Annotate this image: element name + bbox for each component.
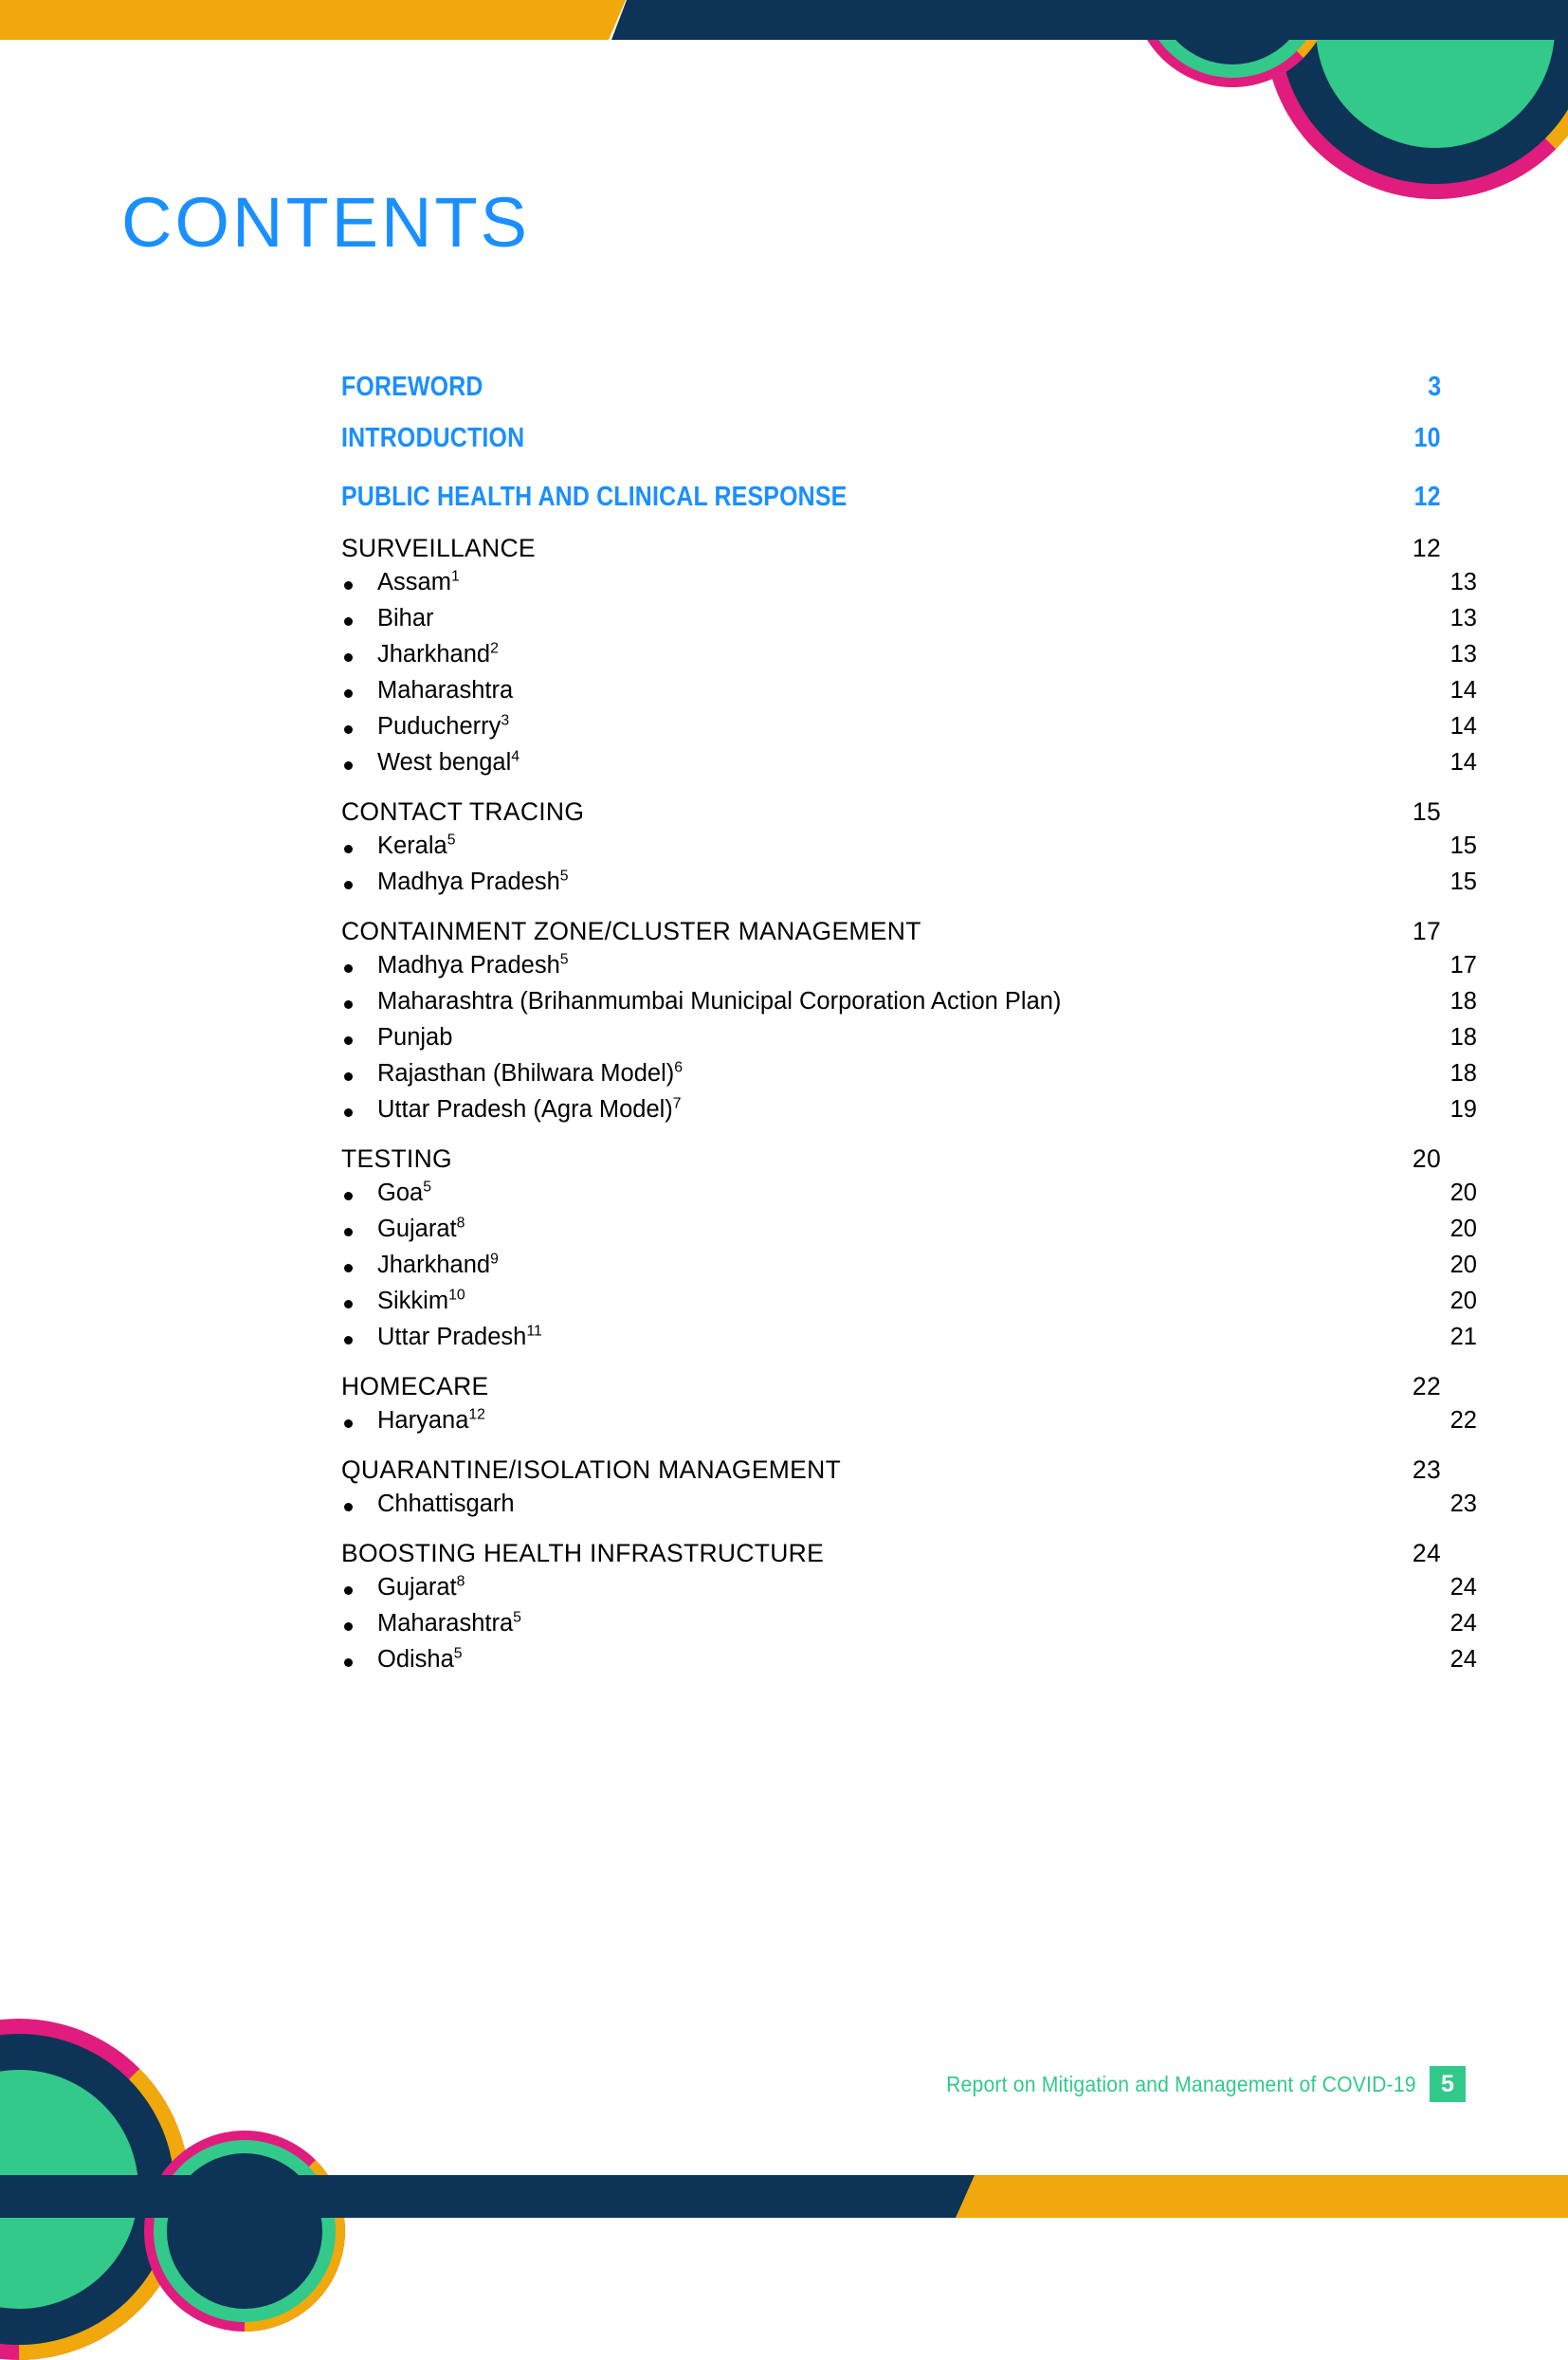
toc-entry-label: HOMECARE — [341, 1372, 489, 1400]
toc-entry-label: Gujarat$^8$ — [377, 1215, 465, 1242]
toc-item-entry[interactable] — [341, 1252, 1477, 1279]
toc-entry-label: West bengal$^4$ — [377, 748, 520, 776]
toc-section-entry[interactable] — [341, 1144, 1441, 1174]
bullet-icon — [344, 1036, 353, 1045]
bullet-icon — [344, 581, 353, 590]
toc-entry-label: Assam$^1$ — [377, 568, 460, 595]
toc-entry-page-number: 22 — [1412, 1372, 1441, 1400]
toc-entry-footnote-marker: 5 — [559, 868, 569, 885]
toc-section-entry[interactable] — [341, 1455, 1441, 1485]
toc-entry-footnote-marker: 11 — [526, 1323, 542, 1340]
toc-entry-label: Jharkhand$^2$ — [377, 640, 499, 668]
bullet-icon — [344, 964, 353, 973]
toc-section-entry[interactable] — [341, 917, 1441, 946]
toc-entry-footnote-marker: 5 — [423, 1179, 431, 1196]
toc-item-entry[interactable] — [341, 1646, 1477, 1674]
toc-entry-footnote-marker: 5 — [513, 1609, 521, 1626]
toc-entry-label: SURVEILLANCE — [341, 534, 536, 562]
toc-item-entry[interactable] — [341, 1610, 1477, 1637]
toc-item-entry[interactable] — [341, 641, 1477, 668]
toc-item-entry[interactable] — [341, 1096, 1477, 1124]
toc-entry-label: INTRODUCTION — [341, 423, 525, 453]
bullet-icon — [344, 1586, 353, 1595]
toc-entry-label: PUBLIC HEALTH AND CLINICAL RESPONSE — [341, 482, 848, 512]
bullet-icon — [344, 1336, 353, 1345]
toc-entry-page-number: 12 — [1412, 534, 1441, 562]
toc-entry-label: Gujarat$^8$ — [377, 1573, 465, 1601]
toc-entry-page-number: 13 — [1449, 641, 1477, 668]
footer-page-number: 5 — [1430, 2066, 1466, 2102]
toc-item-entry[interactable] — [341, 869, 1477, 896]
toc-entry-footnote-marker: 4 — [511, 748, 520, 765]
toc-entry-page-number: 18 — [1449, 1060, 1477, 1087]
toc-entry-footnote-marker: 2 — [490, 640, 499, 657]
toc-entry-label: Uttar Pradesh$^{11}$ — [377, 1323, 542, 1350]
toc-section-entry[interactable] — [341, 1539, 1441, 1568]
toc-entry-label: Rajasthan (Bhilwara Model)$^6$ — [377, 1059, 684, 1087]
toc-entry-label: Maharashtra$^5$ — [377, 1609, 521, 1637]
bullet-icon — [344, 761, 353, 770]
toc-entry-footnote-marker: 5 — [559, 951, 569, 968]
toc-item-entry[interactable] — [341, 677, 1477, 704]
bullet-icon — [344, 1228, 353, 1236]
toc-entry-label: TESTING — [341, 1144, 452, 1173]
toc-entry-footnote-marker: 5 — [453, 1645, 463, 1662]
toc-entry-footnote-marker: 1 — [450, 568, 460, 585]
toc-entry-label: Kerala$^5$ — [377, 832, 456, 859]
toc-item-entry[interactable] — [341, 988, 1477, 1015]
toc-entry-footnote-marker: 8 — [456, 1573, 465, 1590]
toc-entry-page-number: 20 — [1449, 1288, 1477, 1314]
footer-report-title: Report on Mitigation and Management of COVID-19 — [946, 2071, 1416, 2096]
toc-entry-page-number: 15 — [1449, 832, 1477, 859]
toc-entry-page-number: 13 — [1449, 605, 1477, 631]
bullet-icon — [344, 1072, 353, 1081]
bullet-icon — [344, 1108, 353, 1117]
bullet-icon — [344, 881, 353, 889]
toc-entry-footnote-marker: 10 — [448, 1287, 465, 1304]
toc-entry-footnote-marker: 9 — [490, 1251, 499, 1268]
toc-item-entry[interactable] — [341, 1407, 1477, 1435]
toc-entry-page-number: 14 — [1449, 749, 1477, 776]
toc-entry-label: Jharkhand$^9$ — [377, 1251, 499, 1278]
toc-entry-label: Odisha$^5$ — [377, 1645, 463, 1673]
toc-entry-page-number: 20 — [1412, 1144, 1441, 1173]
toc-item-entry[interactable] — [341, 713, 1477, 741]
toc-entry-label: Maharashtra — [377, 677, 514, 704]
bullet-icon — [344, 1300, 353, 1308]
toc-entry-page-number: 15 — [1449, 869, 1477, 895]
bullet-icon — [344, 617, 353, 626]
toc-entry-page-number: 24 — [1449, 1646, 1477, 1673]
toc-entry-page-number: 14 — [1449, 677, 1477, 704]
toc-entry-page-number: 24 — [1449, 1610, 1477, 1637]
toc-entry-footnote-marker: 7 — [672, 1095, 682, 1112]
bullet-icon — [344, 1192, 353, 1200]
toc-entry-label: QUARANTINE/ISOLATION MANAGEMENT — [341, 1455, 842, 1484]
toc-entry-label: FOREWORD — [341, 372, 483, 402]
toc-item-entry[interactable] — [341, 569, 1477, 596]
toc-entry-label: Madhya Pradesh$^5$ — [377, 951, 569, 979]
toc-entry-footnote-marker: 3 — [501, 712, 510, 729]
toc-entry-footnote-marker: 12 — [468, 1406, 485, 1423]
toc-entry-footnote-marker: 8 — [456, 1215, 465, 1232]
toc-entry-label: CONTACT TRACING — [341, 797, 585, 826]
toc-entry-label: Madhya Pradesh$^5$ — [377, 868, 569, 895]
toc-item-entry[interactable] — [341, 1574, 1477, 1601]
toc-entry-label: Goa$^5$ — [377, 1179, 431, 1206]
toc-section-entry[interactable] — [341, 1372, 1441, 1401]
toc-entry-label: Sikkim$^{10}$ — [377, 1287, 465, 1314]
toc-entry-page-number: 23 — [1412, 1455, 1441, 1484]
toc-entry-page-number: 13 — [1449, 569, 1477, 595]
toc-entry-label: Puducherry$^3$ — [377, 712, 510, 740]
bullet-icon — [344, 1000, 353, 1009]
toc-entry-page-number: 17 — [1449, 952, 1477, 979]
toc-entry-page-number: 22 — [1449, 1407, 1477, 1434]
toc-item-entry[interactable] — [341, 1180, 1477, 1207]
bullet-icon — [344, 689, 353, 698]
bullet-icon — [344, 725, 353, 734]
toc-entry-footnote-marker: 5 — [447, 832, 456, 849]
toc-entry-page-number: 10 — [1413, 423, 1441, 453]
toc-entry-page-number: 24 — [1412, 1539, 1441, 1567]
toc-entry-page-number: 15 — [1412, 797, 1441, 826]
toc-entry-page-number: 14 — [1449, 713, 1477, 740]
toc-main-entry[interactable] — [341, 372, 1441, 403]
toc-item-entry[interactable] — [341, 1288, 1477, 1315]
toc-entry-label: Bihar — [377, 605, 434, 631]
toc-entry-page-number: 12 — [1413, 482, 1441, 512]
toc-entry-footnote-marker: 6 — [674, 1059, 684, 1076]
toc-entry-page-number: 18 — [1449, 988, 1477, 1015]
page-title: CONTENTS — [121, 183, 530, 262]
toc-item-entry[interactable] — [341, 832, 1477, 860]
toc-entry-page-number: 17 — [1412, 917, 1441, 945]
toc-main-entry[interactable] — [341, 423, 1441, 454]
bullet-icon — [344, 1264, 353, 1272]
toc-entry-label: Uttar Pradesh (Agra Model)$^7$ — [377, 1095, 682, 1123]
bullet-icon — [344, 1503, 353, 1511]
bullet-icon — [344, 653, 353, 662]
toc-item-entry[interactable] — [341, 749, 1477, 777]
toc-entry-page-number: 21 — [1449, 1324, 1477, 1350]
toc-entry-label: Haryana$^{12}$ — [377, 1406, 485, 1434]
bullet-icon — [344, 845, 353, 853]
toc-entry-page-number: 20 — [1449, 1180, 1477, 1206]
toc-item-entry[interactable] — [341, 1491, 1477, 1518]
toc-entry-label: Punjab — [377, 1024, 453, 1051]
toc-entry-page-number: 18 — [1449, 1024, 1477, 1051]
toc-entry-label: CONTAINMENT ZONE/CLUSTER MANAGEMENT — [341, 917, 921, 945]
toc-item-entry[interactable] — [341, 1324, 1477, 1351]
toc-item-entry[interactable] — [341, 1024, 1477, 1052]
toc-item-entry[interactable] — [341, 1060, 1477, 1088]
toc-section-entry[interactable] — [341, 797, 1441, 827]
page-footer — [905, 2066, 1466, 2102]
toc-entry-page-number: 20 — [1449, 1252, 1477, 1278]
toc-entry-label: Chhattisgarh — [377, 1491, 515, 1517]
toc-entry-page-number: 23 — [1449, 1491, 1477, 1517]
bullet-icon — [344, 1658, 353, 1667]
bullet-icon — [344, 1419, 353, 1428]
toc-section-entry[interactable] — [341, 534, 1441, 563]
toc-entry-page-number: 3 — [1427, 372, 1441, 402]
toc-item-entry[interactable] — [341, 1216, 1477, 1243]
toc-item-entry[interactable] — [341, 952, 1477, 979]
toc-item-entry[interactable] — [341, 605, 1477, 632]
toc-main-entry[interactable] — [341, 482, 1441, 513]
bullet-icon — [344, 1622, 353, 1631]
toc-entry-label: BOOSTING HEALTH INFRASTRUCTURE — [341, 1539, 825, 1567]
table-of-contents — [341, 372, 1477, 1682]
toc-entry-label: Maharashtra (Brihanmumbai Municipal Corporation Action Plan) — [377, 988, 1062, 1015]
toc-entry-page-number: 20 — [1449, 1216, 1477, 1242]
toc-entry-page-number: 19 — [1449, 1096, 1477, 1123]
toc-entry-page-number: 24 — [1449, 1574, 1477, 1601]
